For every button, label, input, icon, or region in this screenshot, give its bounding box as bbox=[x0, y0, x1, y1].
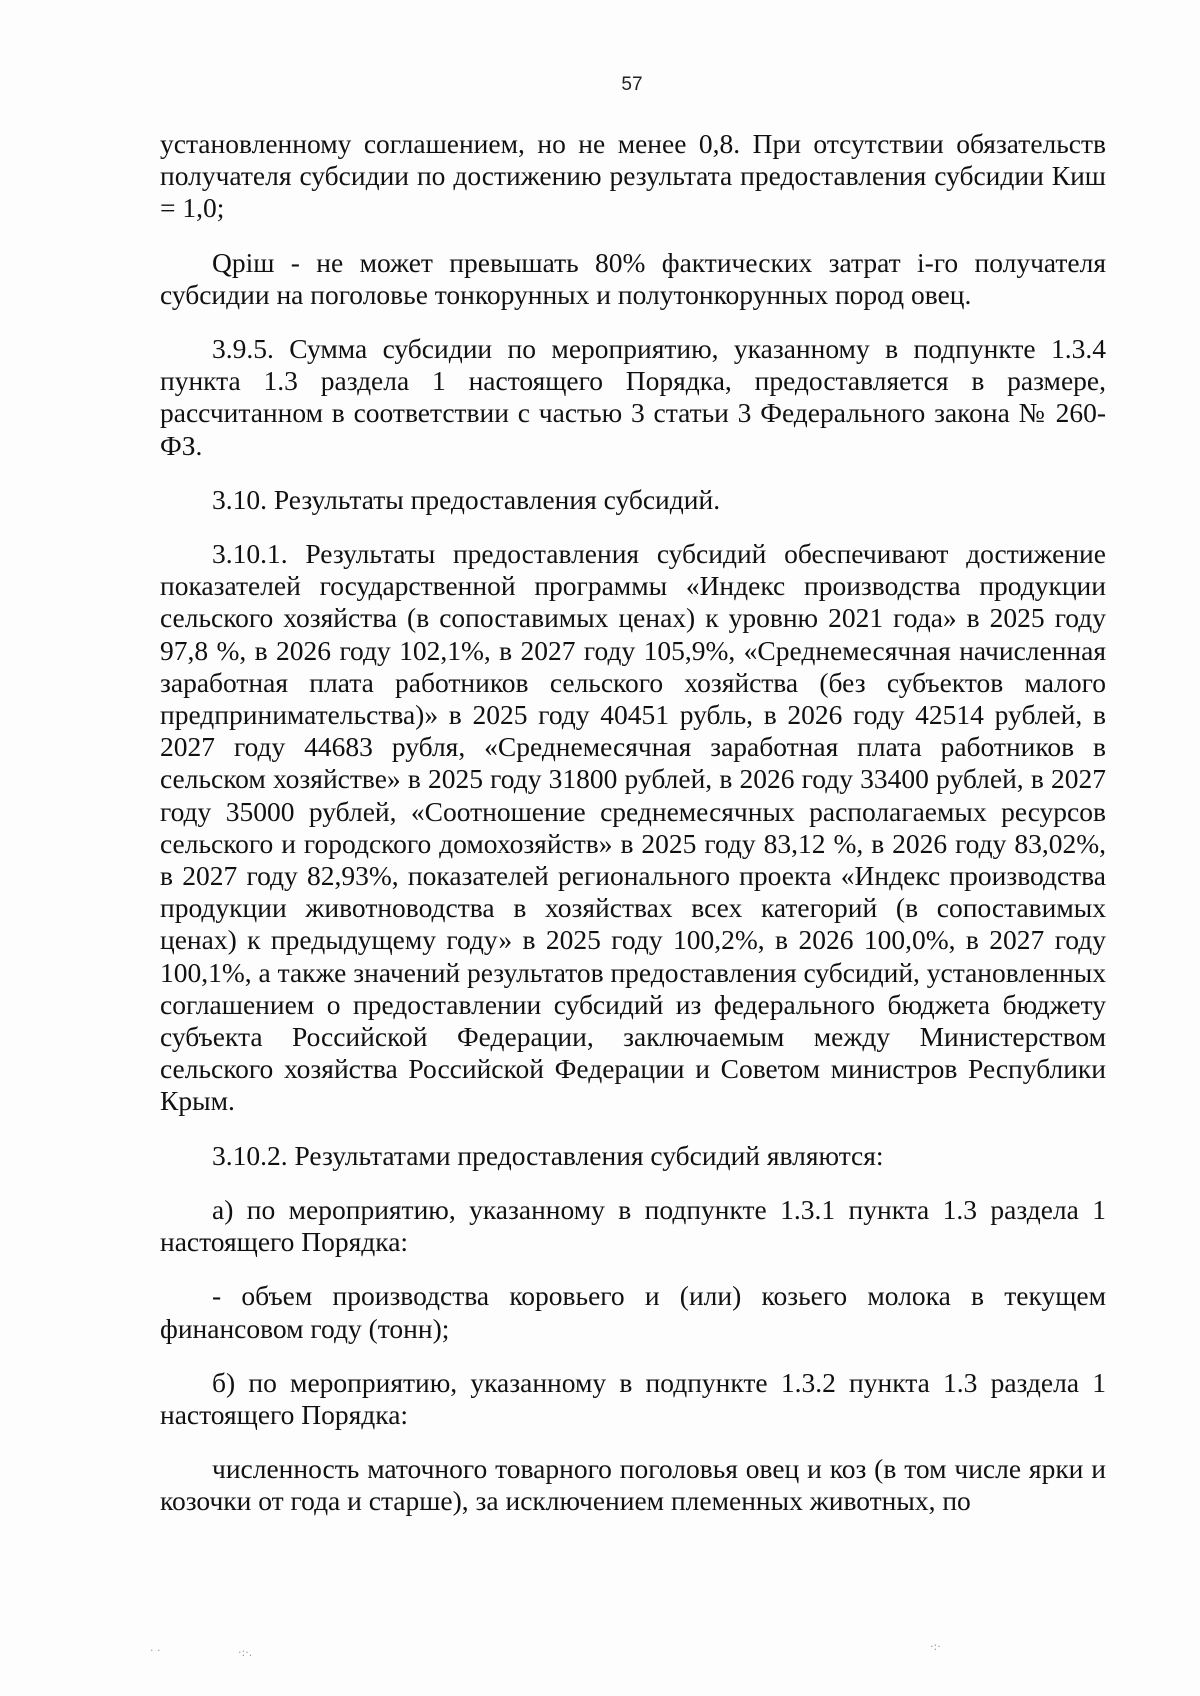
section-heading-3-10: 3.10. Результаты предоставления субсидий. bbox=[212, 483, 721, 515]
list-item-b: б) по мероприятию, указанному в подпункте 1.3.2 пункта 1.3 раздела 1 настоящего Порядка: bbox=[160, 1366, 1106, 1430]
page-number: 57 bbox=[621, 74, 643, 95]
paragraph-qrish-limit: Qріш - не может превышать 80% фактических затрат і-го получателя субсидии на поголовье тонкорунных и полутонкорунных пород овец. bbox=[160, 246, 1106, 310]
paragraph-3-10-2: 3.10.2. Результатами предоставления субсидий являются: bbox=[212, 1139, 884, 1171]
paragraph-continuation: установленному соглашением, но не менее 0,8. При отсутствии обязательств получателя субсидии по достижению результата предоставления субсидии Киш = 1,0; bbox=[160, 128, 1106, 224]
list-item-b-detail: численность маточного товарного поголовья овец и коз (в том числе ярки и козочки от года и старше), за исключением племенных животных, по bbox=[160, 1453, 1106, 1517]
scan-artifact: ·:· bbox=[930, 1640, 941, 1653]
scan-artifact: · · bbox=[150, 1644, 161, 1657]
list-item-a: а) по мероприятию, указанному в подпункте 1.3.1 пункта 1.3 раздела 1 настоящего Порядка: bbox=[160, 1193, 1106, 1258]
scan-artifact: ·:·. bbox=[238, 1646, 253, 1659]
paragraph-3-9-5: 3.9.5. Сумма субсидии по мероприятию, указанному в подпункте 1.3.4 пункта 1.3 раздела 1 настоящего Порядка, предоставляется в размере, рассчитанном в соответствии с частью 3 статьи 3 Федерального закона № 260-ФЗ. bbox=[160, 333, 1106, 461]
paragraph-3-10-1: 3.10.1. Результаты предоставления субсидий обеспечивают достижение показателей государственной программы «Индекс производства продукции сельского хозяйства (в сопоставимых ценах) к уровню 2021 года» в 2025 году 97,8 %, в 2026 году 102,1%, в 2027 году 105,9%, «Среднемесячная начисленная заработная плата работников сельского хозяйства (без субъектов малого предпринимательства)» в 2025 году 40451 рубль, в 2026 году 42514 рублей, в 2027 году 44683 рубля, «Среднемесячная заработная плата работников в сельском хозяйстве» в 2025 году 31800 рублей, в 2026 году 33400 рублей, в 2027 году 35000 рублей, «Соотношение среднемесячных располагаемых ресурсов сельского и городского домохозяйств» в 2025 году 83,12 %, в 2026 году 83,02%, в 2027 году 82,93%, показателей регионального проекта «Индекс производства продукции животноводства в хозяйствах всех категорий (в сопоставимых ценах) к предыдущему году» в 2025 году 100,2%, в 2026 100,0%, в 2027 году 100,1%, а также значений результатов предоставления субсидий, установленных соглашением о предоставлении субсидий из федерального бюджета бюджету субъекта Российской Федерации, заключаемым между Министерством сельского хозяйства Российской Федерации и Советом министров Республики Крым. bbox=[160, 538, 1106, 1117]
document-body bbox=[160, 128, 1106, 1518]
list-item-a-detail: - объем производства коровьего и (или) козьего молока в текущем финансовом году (тонн); bbox=[160, 1280, 1106, 1344]
